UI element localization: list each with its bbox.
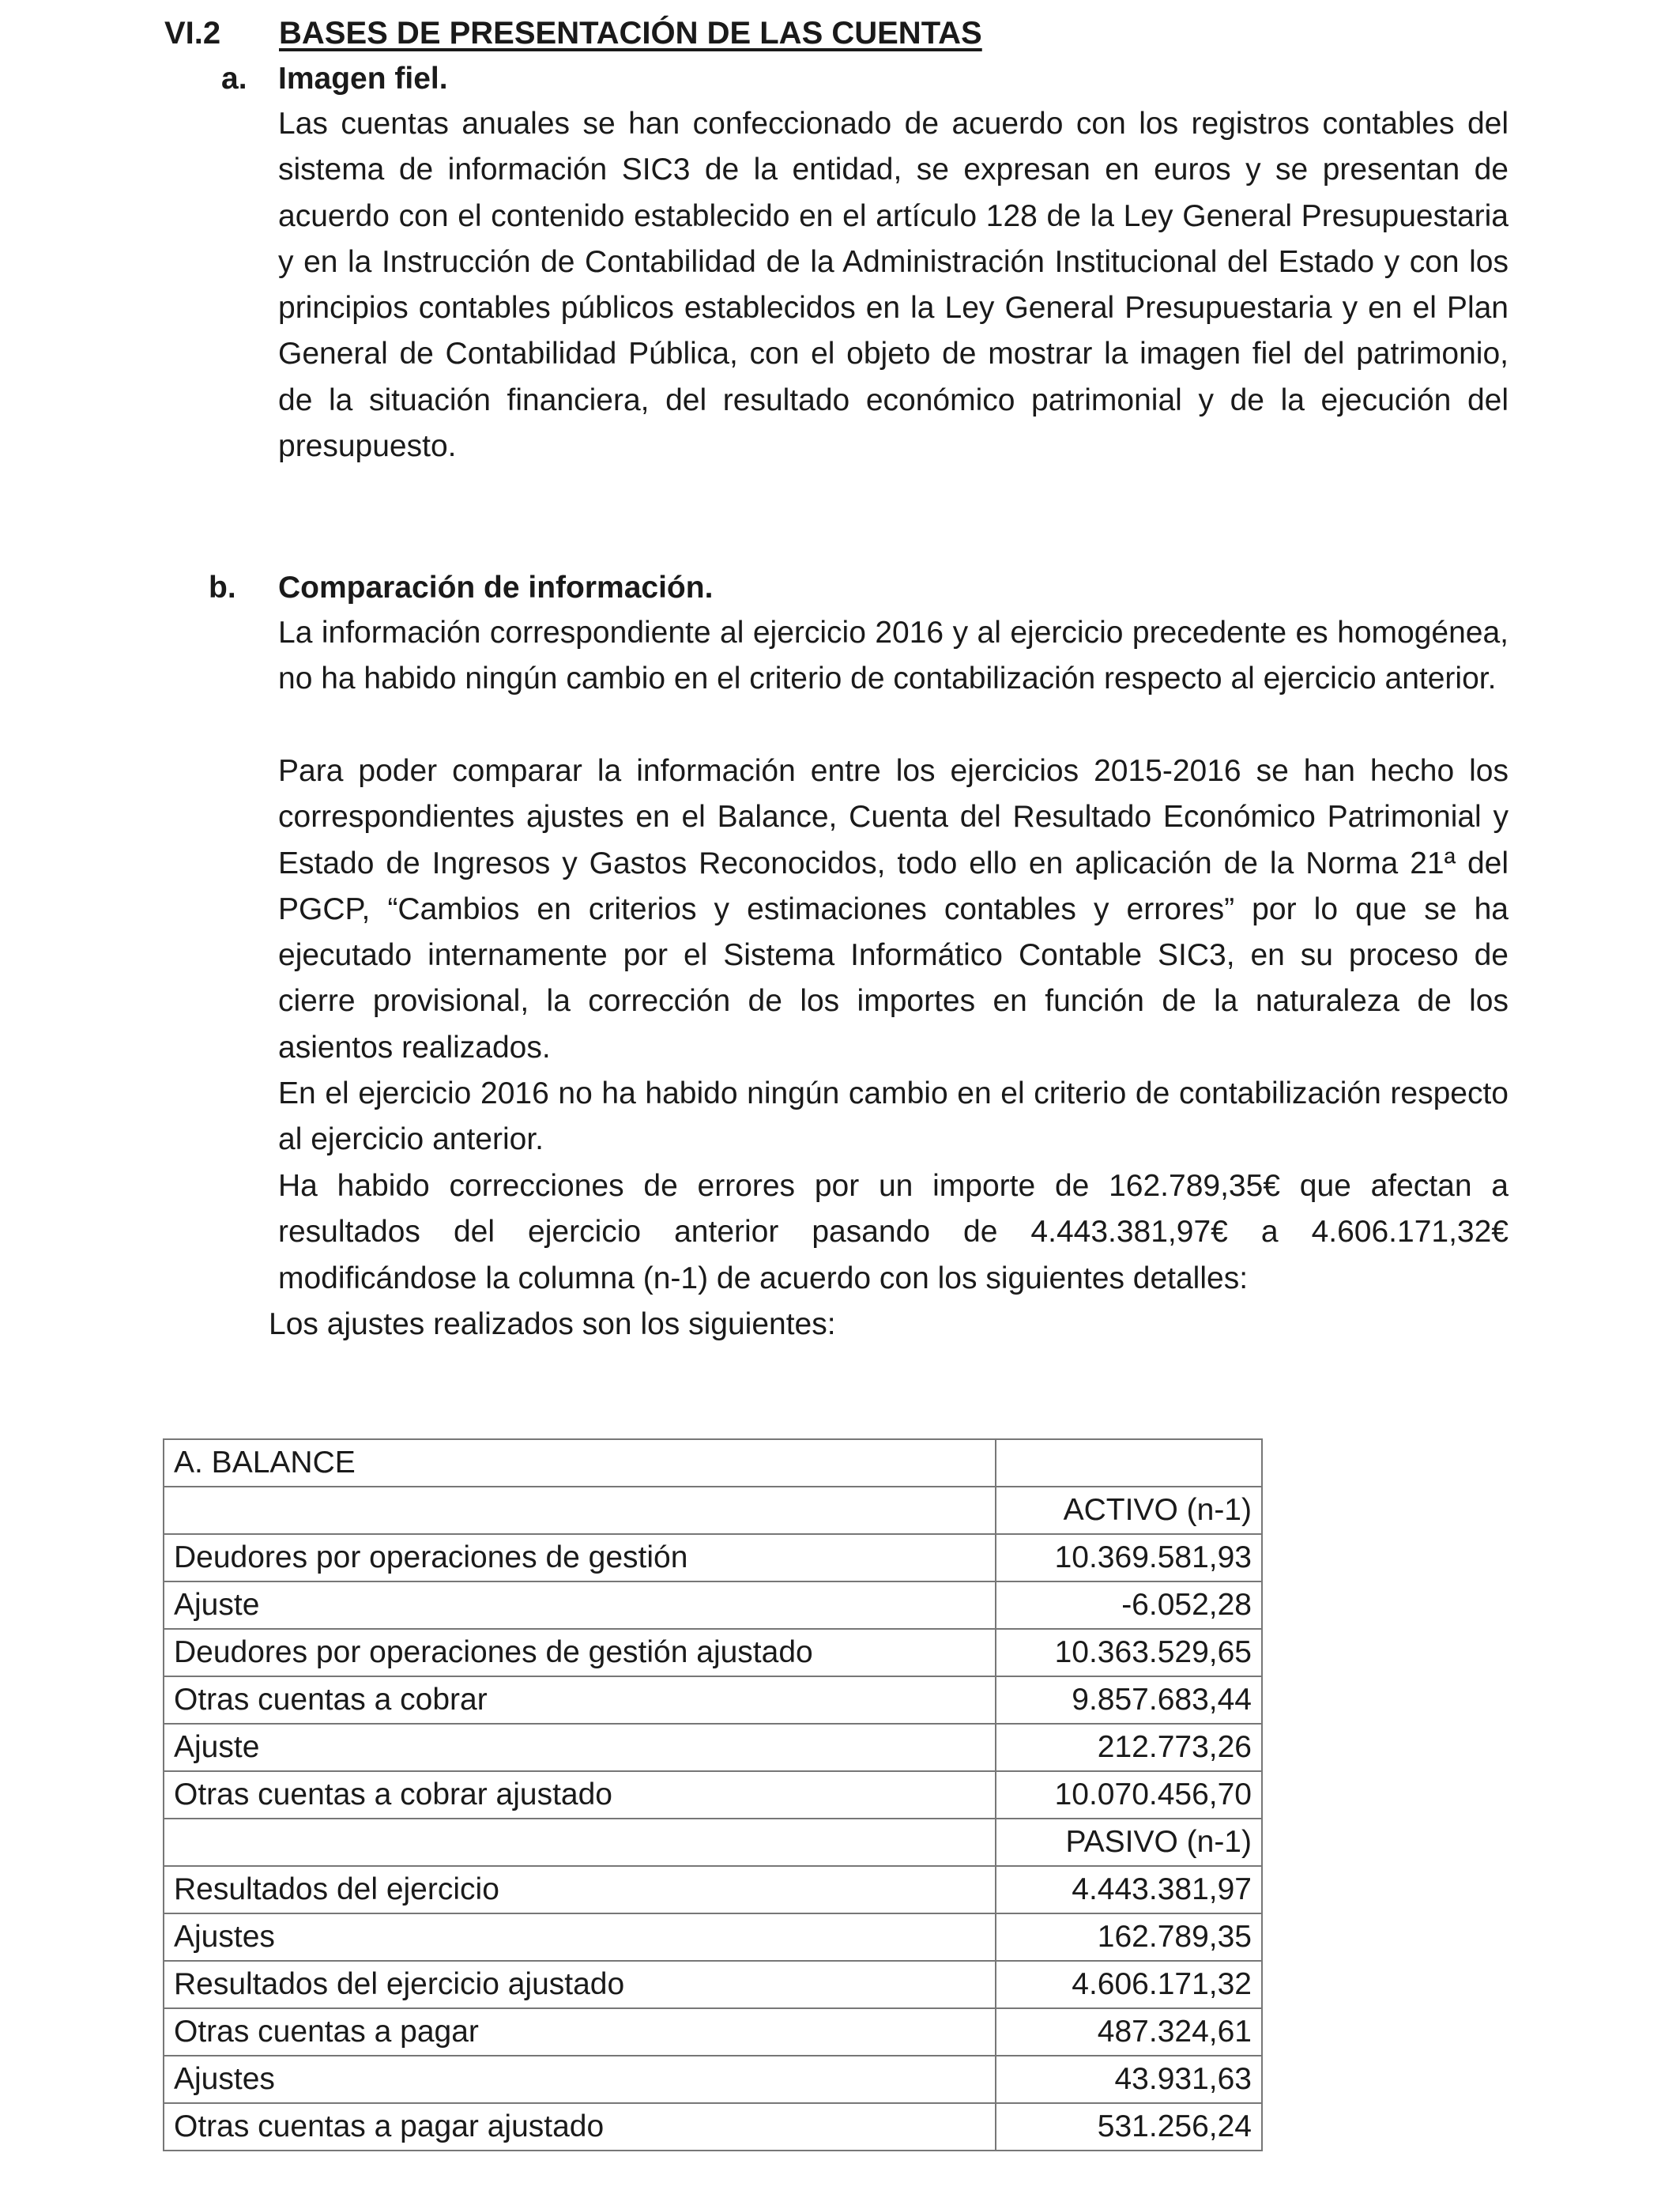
row-value: 43.931,63 bbox=[996, 2056, 1262, 2103]
section-heading bbox=[164, 11, 982, 55]
row-value: 531.256,24 bbox=[996, 2103, 1262, 2151]
row-value: PASIVO (n-1) bbox=[996, 1819, 1262, 1866]
table-row bbox=[164, 1487, 1262, 1534]
row-value: 4.606.171,32 bbox=[996, 1961, 1262, 2008]
table-row bbox=[164, 1771, 1262, 1819]
section-number: VI.2 bbox=[164, 16, 221, 51]
row-label: Ajuste bbox=[164, 1581, 996, 1629]
row-value: 9.857.683,44 bbox=[996, 1676, 1262, 1724]
row-value: 4.443.381,97 bbox=[996, 1866, 1262, 1913]
table-row bbox=[164, 1913, 1262, 1961]
row-value: 10.369.581,93 bbox=[996, 1534, 1262, 1581]
row-value: 487.324,61 bbox=[996, 2008, 1262, 2056]
table-row bbox=[164, 1439, 1262, 1487]
table-row bbox=[164, 1866, 1262, 1913]
subsection-b-paragraph-5: Los ajustes realizados son los siguientes: bbox=[269, 1307, 836, 1341]
subsection-b-paragraph-1: La información correspondiente al ejercicio 2016 y al ejercicio precedente es homogénea, no ha habido ningún cambio en el criterio de contabilización respecto al ejercicio anterior. bbox=[278, 616, 1509, 696]
table-row bbox=[164, 1534, 1262, 1581]
row-label: Ajuste bbox=[164, 1724, 996, 1771]
table-row bbox=[164, 2103, 1262, 2151]
balance-adjustments-table bbox=[163, 1438, 1263, 2151]
row-value: 10.363.529,65 bbox=[996, 1629, 1262, 1676]
row-value bbox=[996, 1439, 1262, 1487]
row-value: 10.070.456,70 bbox=[996, 1771, 1262, 1819]
subsection-b-paragraph-3: En el ejercicio 2016 no ha habido ningún cambio en el criterio de contabilización respecto al ejercicio anterior. bbox=[278, 1076, 1509, 1157]
subsection-b-letter: b. bbox=[209, 571, 236, 605]
subsection-a-title: Imagen fiel. bbox=[278, 62, 448, 96]
table-row bbox=[164, 2056, 1262, 2103]
row-value: 212.773,26 bbox=[996, 1724, 1262, 1771]
table-row bbox=[164, 1676, 1262, 1724]
row-label: Otras cuentas a pagar ajustado bbox=[164, 2103, 996, 2151]
table-row bbox=[164, 1724, 1262, 1771]
row-value: 162.789,35 bbox=[996, 1913, 1262, 1961]
table-row bbox=[164, 1819, 1262, 1866]
subsection-b-title: Comparación de información. bbox=[278, 571, 714, 605]
subsection-b-paragraph-2: Para poder comparar la información entre los ejercicios 2015-2016 se han hecho los correspondientes ajustes en el Balance, Cuenta del Resultado Económico Patrimonial y Estado de Ingresos y Gastos Reconocidos, todo ello en aplicación de la Norma 21ª del PGCP, “Cambios en criterios y estimaciones contables y errores” por lo que se ha ejecutado internamente por el Sistema Informático Contable SIC3, en su proceso de cierre provisional, la corrección de los importes en función de la naturaleza de los asientos realizados. bbox=[278, 754, 1509, 1065]
subsection-a-paragraph: Las cuentas anuales se han confeccionado de acuerdo con los registros contables del sistema de información SIC3 de la entidad, se expresan en euros y se presentan de acuerdo con el contenido establecido en el artículo 128 de la Ley General Presupuestaria y en la Instrucción de Contabilidad de la Administración Institucional del Estado y con los principios contables públicos establecidos en la Ley General Presupuestaria y en el Plan General de Contabilidad Pública, con el objeto de mostrar la imagen fiel del patrimonio, de la situación financiera, del resultado económico patrimonial y de la ejecución del presupuesto. bbox=[278, 107, 1509, 464]
table-row bbox=[164, 2008, 1262, 2056]
table-row bbox=[164, 1629, 1262, 1676]
row-label: Deudores por operaciones de gestión bbox=[164, 1534, 996, 1581]
row-label: Otras cuentas a pagar bbox=[164, 2008, 996, 2056]
row-value: ACTIVO (n-1) bbox=[996, 1487, 1262, 1534]
subsection-a-letter: a. bbox=[221, 62, 247, 96]
row-label: Deudores por operaciones de gestión ajustado bbox=[164, 1629, 996, 1676]
table-row bbox=[164, 1961, 1262, 2008]
row-label: Otras cuentas a cobrar bbox=[164, 1676, 996, 1724]
row-label: Resultados del ejercicio ajustado bbox=[164, 1961, 996, 2008]
row-label: Otras cuentas a cobrar ajustado bbox=[164, 1771, 996, 1819]
table-row bbox=[164, 1581, 1262, 1629]
row-label: Ajustes bbox=[164, 1913, 996, 1961]
row-label: Ajustes bbox=[164, 2056, 996, 2103]
section-title: BASES DE PRESENTACIÓN DE LAS CUENTAS bbox=[279, 16, 982, 51]
row-label: A. BALANCE bbox=[164, 1439, 996, 1487]
row-label: Resultados del ejercicio bbox=[164, 1866, 996, 1913]
row-label bbox=[164, 1819, 996, 1866]
row-value: -6.052,28 bbox=[996, 1581, 1262, 1629]
row-label bbox=[164, 1487, 996, 1534]
subsection-b-paragraph-4: Ha habido correcciones de errores por un importe de 162.789,35€ que afectan a resultados del ejercicio anterior pasando de 4.443.381,97€ a 4.606.171,32€ modificándose la columna (n-1) de acuerdo con los siguientes detalles: bbox=[278, 1169, 1509, 1295]
